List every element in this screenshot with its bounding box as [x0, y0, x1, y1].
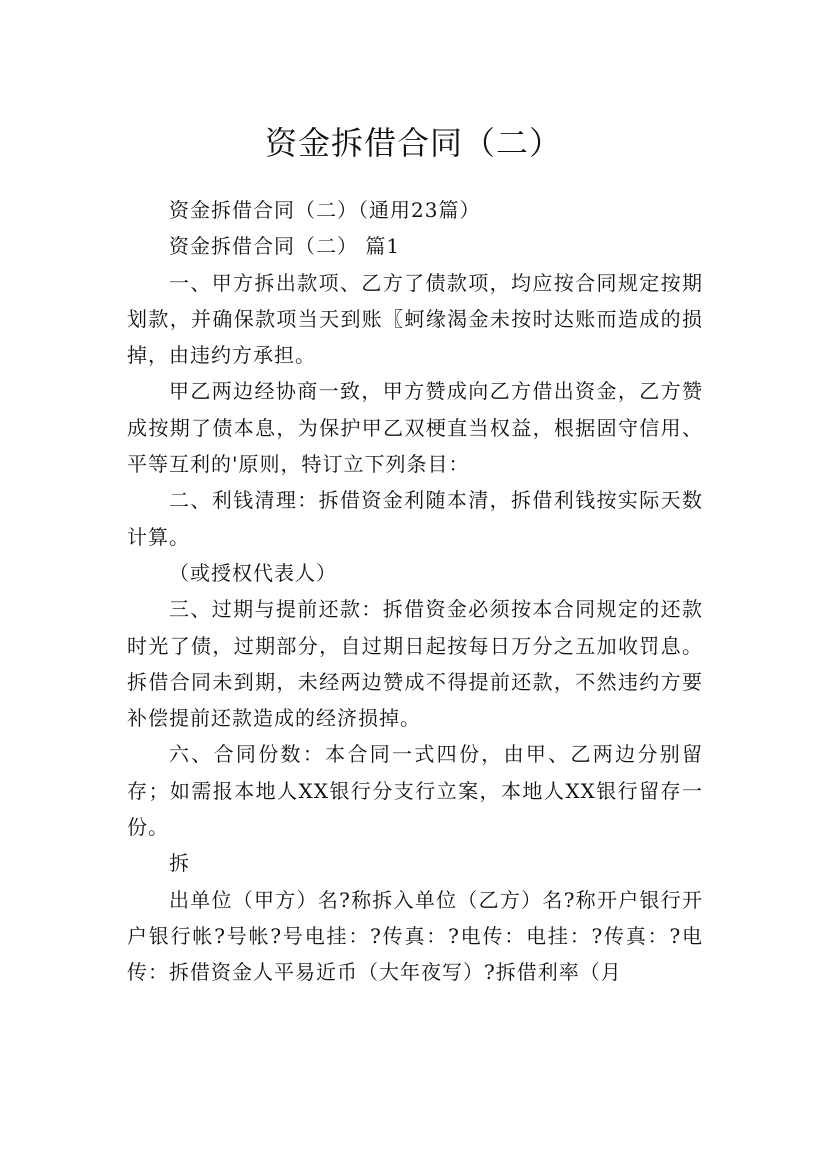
paragraph-clause-6: 六、合同份数：本合同一式四份，由甲、乙两边分别留存；如需报本地人XX银行分支行立案，本地人XX银行留存一份。 — [127, 742, 703, 840]
paragraph-clause-1: 一、甲方拆出款项、乙方了债款项，均应按合同规定按期划款，并确保款项当天到账〖蚵缘渴金未按时达账而造成的损掉，由违约方承担。 — [127, 270, 703, 368]
paragraph-fragment: 拆 — [169, 851, 190, 876]
paragraph-preamble: 甲乙两边经协商一致，甲方赞成向乙方借出资金，乙方赞成按期了债本息，为保护甲乙双梗直当权益，根据固守信用、平等互利的'原则，特订立下列条目： — [127, 379, 703, 477]
paragraph-parties-info: 出单位（甲方）名?称拆入单位（乙方）名?称开户银行开户银行帐?号帐?号电挂：?传真：?电传：电挂：?传真：?电传：拆借资金人平易近币（大年夜写）?拆借利率（月 — [127, 887, 703, 985]
paragraph-clause-2: 二、利钱清理：拆借资金利随本清，拆借利钱按实际天数计算。 — [127, 488, 703, 549]
paragraph-clause-3: 三、过期与提前还款：拆借资金必须按本合同规定的还款时光了债，过期部分，自过期日起按每日万分之五加收罚息。拆借合同未到期，未经两边赞成不得提前还款，不然违约方要补偿提前还款造成的经济损掉。 — [127, 597, 703, 731]
document-title: 资金拆借合同（二） — [264, 124, 562, 163]
paragraph-subtitle: 资金拆借合同（二）（通用23篇） — [169, 198, 481, 222]
document-body — [127, 192, 703, 991]
paragraph-authorized-rep: （或授权代表人） — [169, 560, 337, 585]
paragraph-section-heading: 资金拆借合同（二） 篇1 — [169, 234, 401, 259]
